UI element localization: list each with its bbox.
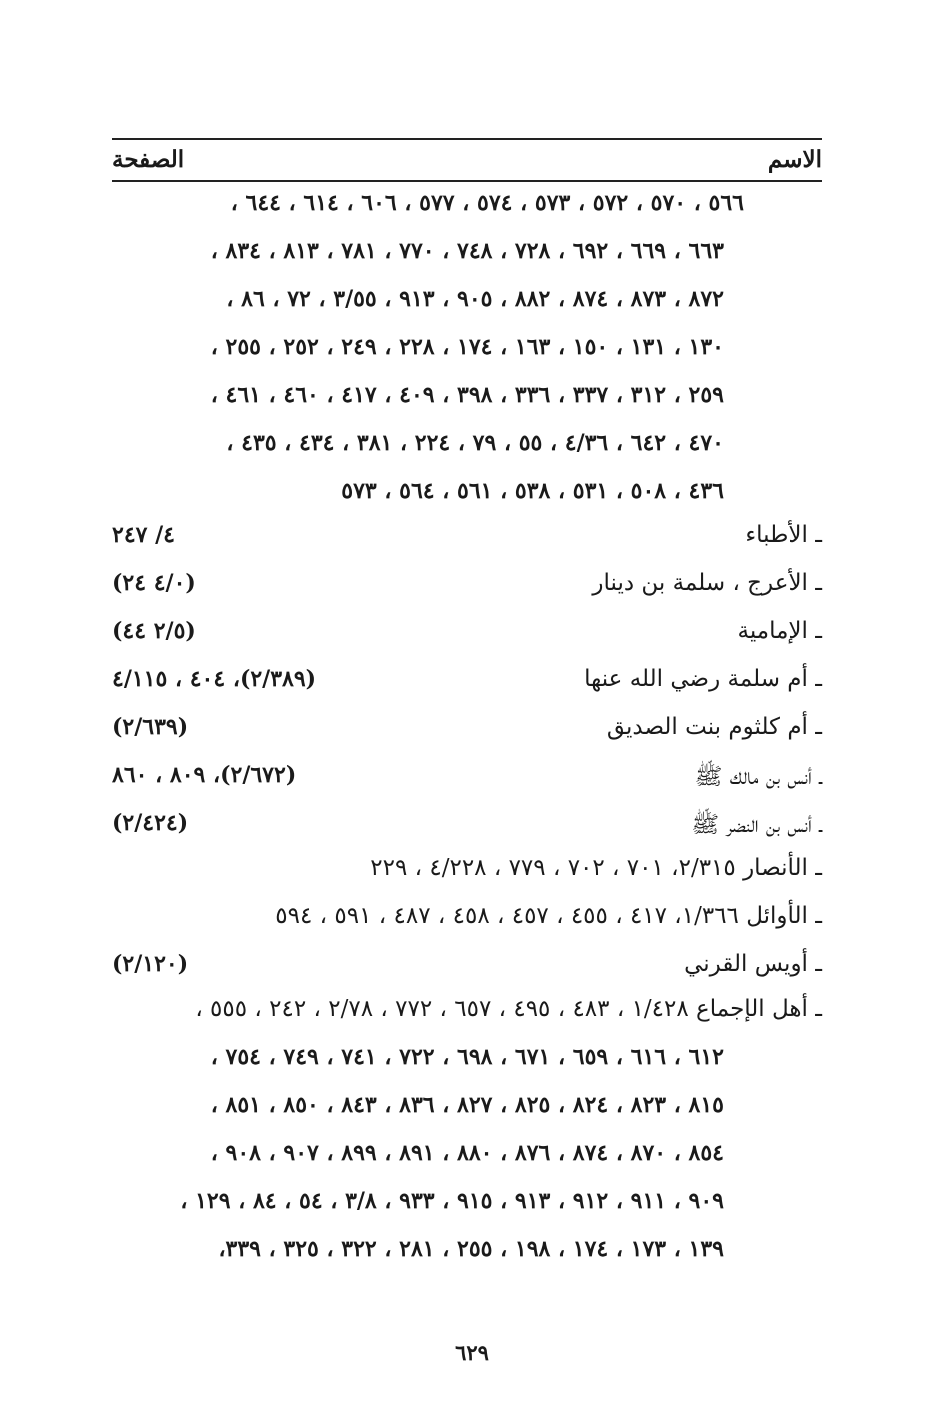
- continuation-line: ٩٠٩ ، ٩١١ ، ٩١٢ ، ٩١٣ ، ٩١٥ ، ٩٣٣ ، ٣/٨ ، ٥٤ ، ٨٤ ، ١٢٩ ،: [180, 1188, 724, 1214]
- continuation-line: ٨١٥ ، ٨٢٣ ، ٨٢٤ ، ٨٢٥ ، ٨٢٧ ، ٨٣٦ ، ٨٤٣ ، ٨٥٠ ، ٨٥١ ،: [210, 1092, 724, 1118]
- name-column-label: الاسم: [767, 146, 822, 173]
- continuation-line: ٨٧٢ ، ٨٧٣ ، ٨٧٤ ، ٨٨٢ ، ٩٠٥ ، ٩١٣ ، ٣/٥٥ ، ٧٢ ، ٨٦ ،: [226, 286, 724, 312]
- entry-pages: (٢/٦٣٩): [112, 714, 189, 740]
- entry-inline: ـ أهل الإجماع ١/٤٢٨ ، ٤٨٣ ، ٤٩٥ ، ٦٥٧ ، ٧٧٢ ، ٢/٧٨ ، ٢٤٢ ، ٥٥٥ ،: [195, 996, 822, 1022]
- entry-name: ـ أويس القرني: [684, 951, 822, 977]
- continuation-line: ٤٣٦ ، ٥٠٨ ، ٥٣١ ، ٥٣٨ ، ٥٦١ ، ٥٦٤ ، ٥٧٣: [341, 478, 724, 504]
- index-header: [112, 138, 822, 182]
- entry-pages: (٢/٥ ٤٤): [112, 618, 196, 644]
- continuation-line: ٨٥٤ ، ٨٧٠ ، ٨٧٤ ، ٨٧٦ ، ٨٨٠ ، ٨٩١ ، ٨٩٩ ، ٩٠٧ ، ٩٠٨ ،: [210, 1140, 724, 1166]
- continuation-line: ٢٥٩ ، ٣١٢ ، ٣٣٧ ، ٣٣٦ ، ٣٩٨ ، ٤٠٩ ، ٤١٧ ، ٤٦٠ ، ٤٦١ ،: [210, 382, 724, 408]
- entry-name: ـ أنس بن النضر ﷺ: [691, 812, 822, 838]
- continuation-line: ٦٦٣ ، ٦٦٩ ، ٦٩٢ ، ٧٢٨ ، ٧٤٨ ، ٧٧٠ ، ٧٨١ ، ٨١٣ ، ٨٣٤ ،: [210, 238, 724, 264]
- continuation-line: ٥٦٦ ، ٥٧٠ ، ٥٧٢ ، ٥٧٣ ، ٥٧٤ ، ٥٧٧ ، ٦٠٦ ، ٦١٤ ، ٦٤٤ ،: [230, 190, 744, 216]
- entry-inline: ـ الأنصار ٢/٣١٥، ٧٠١ ، ٧٠٢ ، ٧٧٩ ، ٤/٢٢٨ ، ٢٢٩: [370, 855, 822, 881]
- continuation-line: ٤٧٠ ، ٦٤٢ ، ٤/٣٦ ، ٥٥ ، ٧٩ ، ٢٢٤ ، ٣٨١ ، ٤٣٤ ، ٤٣٥ ،: [226, 430, 724, 456]
- entry-name: ـ أنس بن مالك ﷺ: [694, 764, 822, 790]
- entry-name: ـ الأعرج ، سلمة بن دينار: [592, 570, 822, 596]
- entry-name: ـ الإمامية: [737, 618, 822, 644]
- continuation-line: ١٣٠ ، ١٣١ ، ١٥٠ ، ١٦٣ ، ١٧٤ ، ٢٢٨ ، ٢٤٩ ، ٢٥٢ ، ٢٥٥ ،: [210, 334, 724, 360]
- entry-pages: (٢/٤٢٤): [112, 810, 189, 836]
- page-column-label: الصفحة: [112, 146, 185, 173]
- entry-pages: (٢/٣٨٩)، ٤٠٤ ، ٤/١١٥: [112, 666, 317, 692]
- entry-pages: (٢/٦٧٢)، ٨٠٩ ، ٨٦٠: [112, 762, 297, 788]
- entry-pages: (٢/١٢٠): [112, 951, 189, 977]
- continuation-line: ١٣٩ ، ١٧٣ ، ١٧٤ ، ١٩٨ ، ٢٥٥ ، ٢٨١ ، ٣٢٢ ، ٣٢٥ ، ٣٣٩،: [218, 1236, 724, 1262]
- entry-pages: ٤/ ٢٤٧: [112, 522, 175, 548]
- entry-inline: ـ الأوائل ١/٣٦٦، ٤١٧ ، ٤٥٥ ، ٤٥٧ ، ٤٥٨ ، ٤٨٧ ، ٥٩١ ، ٥٩٤: [275, 903, 822, 929]
- entry-name: ـ أم سلمة رضي الله عنها: [584, 666, 822, 692]
- entry-name: ـ أم كلثوم بنت الصديق: [606, 714, 822, 740]
- entry-pages: (٤/٠ ٢٤): [112, 570, 196, 596]
- entry-name: ـ الأطباء: [745, 522, 822, 548]
- continuation-line: ٦١٢ ، ٦١٦ ، ٦٥٩ ، ٦٧١ ، ٦٩٨ ، ٧٢٢ ، ٧٤١ ، ٧٤٩ ، ٧٥٤ ،: [210, 1044, 724, 1070]
- page-number: ٦٢٩: [455, 1340, 489, 1365]
